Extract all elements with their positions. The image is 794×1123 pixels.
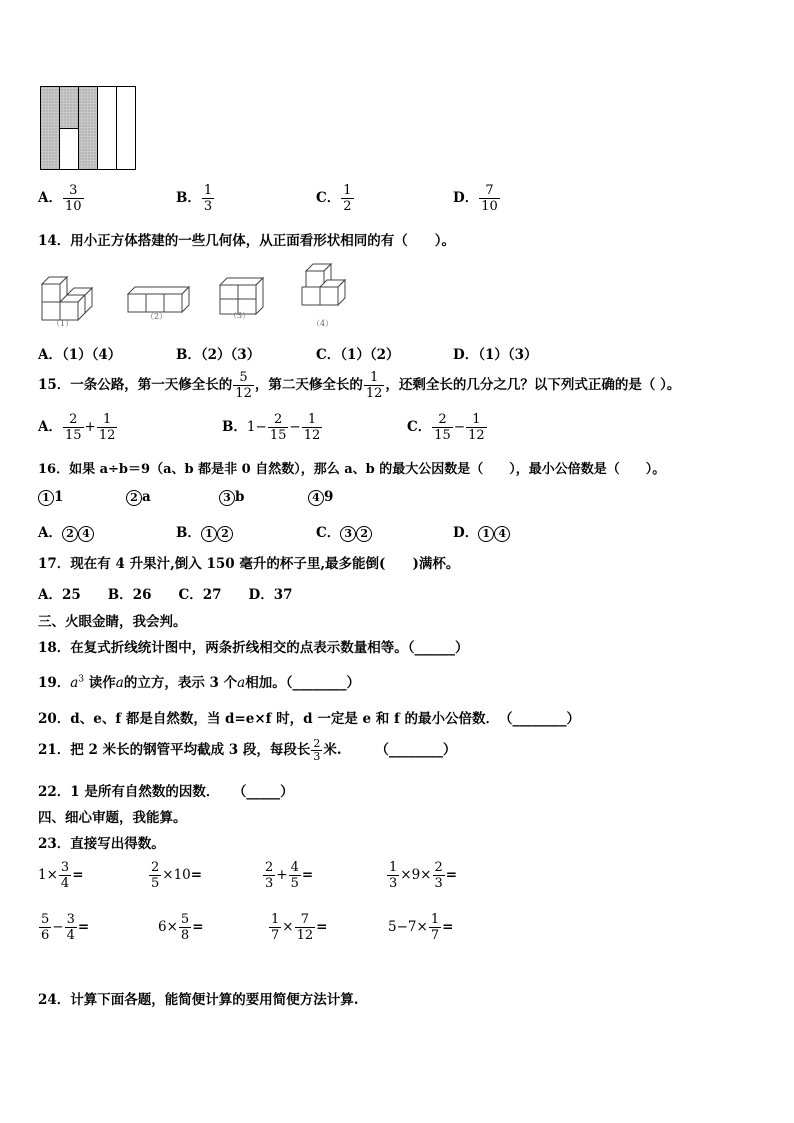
operator: 1−	[246, 419, 267, 435]
numerator: 5	[239, 370, 248, 385]
q20-text: 20．d、e、f 都是自然数，当 d=e×f 时，d 一定是 e 和 f 的最小公倍数． （________）	[38, 711, 581, 727]
option-letter: A．	[38, 190, 62, 206]
q13-figure	[40, 86, 136, 170]
denominator: 10	[64, 199, 82, 214]
option-letter: C．	[316, 190, 341, 206]
q15-text-part: ，第二天修全长的	[254, 377, 363, 393]
equals-sign: =	[316, 919, 328, 935]
option-letter: C．	[407, 419, 432, 435]
operator: +	[84, 419, 96, 435]
q15-option-c[interactable]	[407, 412, 488, 443]
circled-number: 2	[126, 490, 142, 506]
circled-number: 4	[78, 526, 94, 542]
equals-sign: =	[442, 919, 454, 935]
numerator: 1	[307, 412, 317, 427]
exponent: 3	[78, 674, 85, 685]
circled-number: 1	[201, 526, 217, 542]
denominator: 15	[434, 428, 451, 443]
option-letter: D．	[453, 190, 479, 206]
q21-text	[38, 738, 456, 763]
variable-a: a	[237, 675, 246, 691]
circled-number: 4	[494, 526, 510, 542]
operator: −	[453, 419, 466, 435]
denominator: 3	[203, 199, 213, 214]
q15-text-part: ，还剩全长的几分之几？以下列式正确的是（ ）。	[385, 377, 681, 393]
q19-text-part: 读作	[84, 675, 116, 691]
circled-number: 3	[219, 490, 235, 506]
option-letter: B．	[176, 525, 201, 541]
section-3-title: 三、火眼金睛，我会判。	[38, 614, 187, 630]
numerator: 2	[438, 412, 447, 427]
q13-option-c[interactable]	[316, 183, 355, 214]
q19-number: 19．	[38, 675, 71, 691]
q23-expr-8: 5−7× $\frac{1}{7}$ =	[388, 912, 454, 943]
choice-value: b	[235, 489, 245, 505]
q18-text: 18．在复式折线统计图中，两条折线相交的点表示数量相等。（______）	[38, 640, 469, 656]
option-letter: C．	[316, 525, 341, 541]
q23-expr-1: 1× $\frac{3}{4}$ =	[38, 860, 84, 891]
denominator: 15	[64, 428, 82, 443]
q17-text: 17．现在有 4 升果汁,倒入 150 毫升的杯子里,最多能倒( )满杯。	[38, 556, 460, 572]
numerator: 3	[69, 183, 78, 198]
q16-text: 16．如果 a÷b＝9（a、b 都是非 0 自然数），那么 a、b 的最大公因数是（ ），最小公倍数是（ ）。	[38, 462, 666, 477]
option-letter: A．	[38, 525, 62, 541]
section-4-title: 四、细心审题，我能算。	[38, 810, 187, 826]
q19-text-part: 的立方，表示 3 个	[123, 675, 238, 691]
q15-option-a[interactable]	[38, 412, 118, 443]
option-letter: D．	[453, 525, 479, 541]
numerator: 1	[343, 183, 352, 198]
variable-a: a	[70, 675, 79, 691]
denominator: 12	[303, 428, 321, 443]
q14-option-b[interactable]: B．（2）（3）	[176, 347, 261, 363]
numerator: 2	[69, 412, 78, 427]
operator: −	[289, 419, 301, 435]
numerator: 1	[203, 183, 213, 198]
denominator: 12	[468, 428, 485, 443]
denominator: 12	[98, 428, 116, 443]
q15-option-b[interactable]	[222, 412, 323, 443]
denominator: 3	[313, 750, 321, 763]
q15-text	[38, 370, 680, 401]
q22-text: 22．1 是所有自然数的因数． （_____）	[38, 784, 294, 800]
option-letter: A．	[38, 419, 62, 435]
circled-number: 2	[356, 526, 372, 542]
equals-sign: =	[72, 867, 84, 883]
numerator: 7	[485, 183, 494, 198]
q14-caption-4: （4）	[312, 319, 334, 328]
q23-text: 23．直接写出得数。	[38, 836, 165, 852]
q23-expr-4: $\frac{1}{3}$ ×9× $\frac{2}{3}$ =	[389, 860, 458, 891]
q15-text-part: 15．一条公路，第一天修全长的	[38, 377, 233, 393]
denominator: 12	[235, 386, 252, 401]
q14-caption-3: （3）	[229, 311, 251, 320]
circled-number: 3	[340, 526, 356, 542]
numerator: 1	[102, 412, 112, 427]
denominator: 15	[269, 428, 287, 443]
equals-sign: =	[445, 867, 458, 883]
choice-value: 1	[54, 489, 64, 505]
denominator: 2	[343, 199, 352, 214]
choice-value: a	[142, 489, 151, 505]
q23-expr-5: $\frac{5}{6}$ − $\frac{3}{4}$ =	[41, 912, 90, 943]
denominator: 12	[365, 386, 383, 401]
circled-number: 2	[62, 526, 78, 542]
q16-option-d[interactable]	[453, 521, 510, 542]
q14-caption-2: （2）	[146, 312, 168, 321]
q17-options[interactable]: A．25 B．26 C．27 D．37	[38, 587, 293, 603]
q19-text	[38, 671, 360, 691]
q16-option-c[interactable]	[316, 521, 372, 542]
q23-expr-3: $\frac{2}{3}$ + $\frac{4}{5}$ =	[265, 860, 314, 891]
q14-option-d[interactable]: D．（1）（3）	[453, 347, 538, 363]
equals-sign: =	[190, 867, 203, 883]
equals-sign: =	[301, 867, 314, 883]
equals-sign: =	[192, 919, 204, 935]
q14-option-c[interactable]: C．（1）（2）	[316, 347, 400, 363]
q23-expr-6: 6× $\frac{5}{8}$ =	[158, 912, 204, 943]
q14-option-a[interactable]: A．（1）（4）	[38, 347, 122, 363]
q19-text-part: 相加。（________）	[245, 675, 360, 691]
q16-option-a[interactable]	[38, 521, 94, 542]
numerator: 1	[369, 370, 379, 385]
q13-option-a[interactable]	[38, 183, 85, 214]
option-letter: B．	[176, 190, 201, 206]
q16-choice-1	[38, 489, 63, 506]
circled-number: 1	[38, 490, 54, 506]
q13-option-d[interactable]	[453, 183, 501, 214]
q23-expr-2: $\frac{2}{5}$ ×10=	[151, 860, 203, 891]
choice-value: 9	[324, 489, 334, 505]
q16-choice-3	[219, 489, 244, 506]
circled-number: 4	[308, 490, 324, 506]
numerator: 2	[313, 737, 321, 750]
numerator: 2	[273, 412, 283, 427]
q21-text-part: 米. （________）	[323, 742, 457, 758]
q16-choice-4	[308, 489, 333, 506]
q14-text: 14．用小正方体搭建的一些几何体，从正面看形状相同的有（ ）。	[38, 233, 456, 249]
q14-caption-1: （1）	[52, 319, 74, 328]
circled-number: 2	[217, 526, 233, 542]
denominator: 10	[481, 199, 498, 214]
q23-expr-7: $\frac{1}{7}$ × $\frac{7}{12}$ =	[271, 912, 328, 943]
numerator: 1	[472, 412, 481, 427]
q13-option-b[interactable]	[176, 183, 215, 214]
q21-text-part: 21．把 2 米长的钢管平均截成 3 段，每段长	[38, 742, 311, 758]
q16-option-b[interactable]	[176, 521, 233, 542]
equals-sign: =	[77, 919, 90, 935]
q16-choice-2	[126, 489, 151, 506]
variable-a: a	[115, 675, 124, 691]
circled-number: 1	[478, 526, 494, 542]
q24-text: 24．计算下面各题，能简便计算的要用简便方法计算.	[38, 992, 359, 1008]
option-letter: B．	[222, 419, 247, 435]
